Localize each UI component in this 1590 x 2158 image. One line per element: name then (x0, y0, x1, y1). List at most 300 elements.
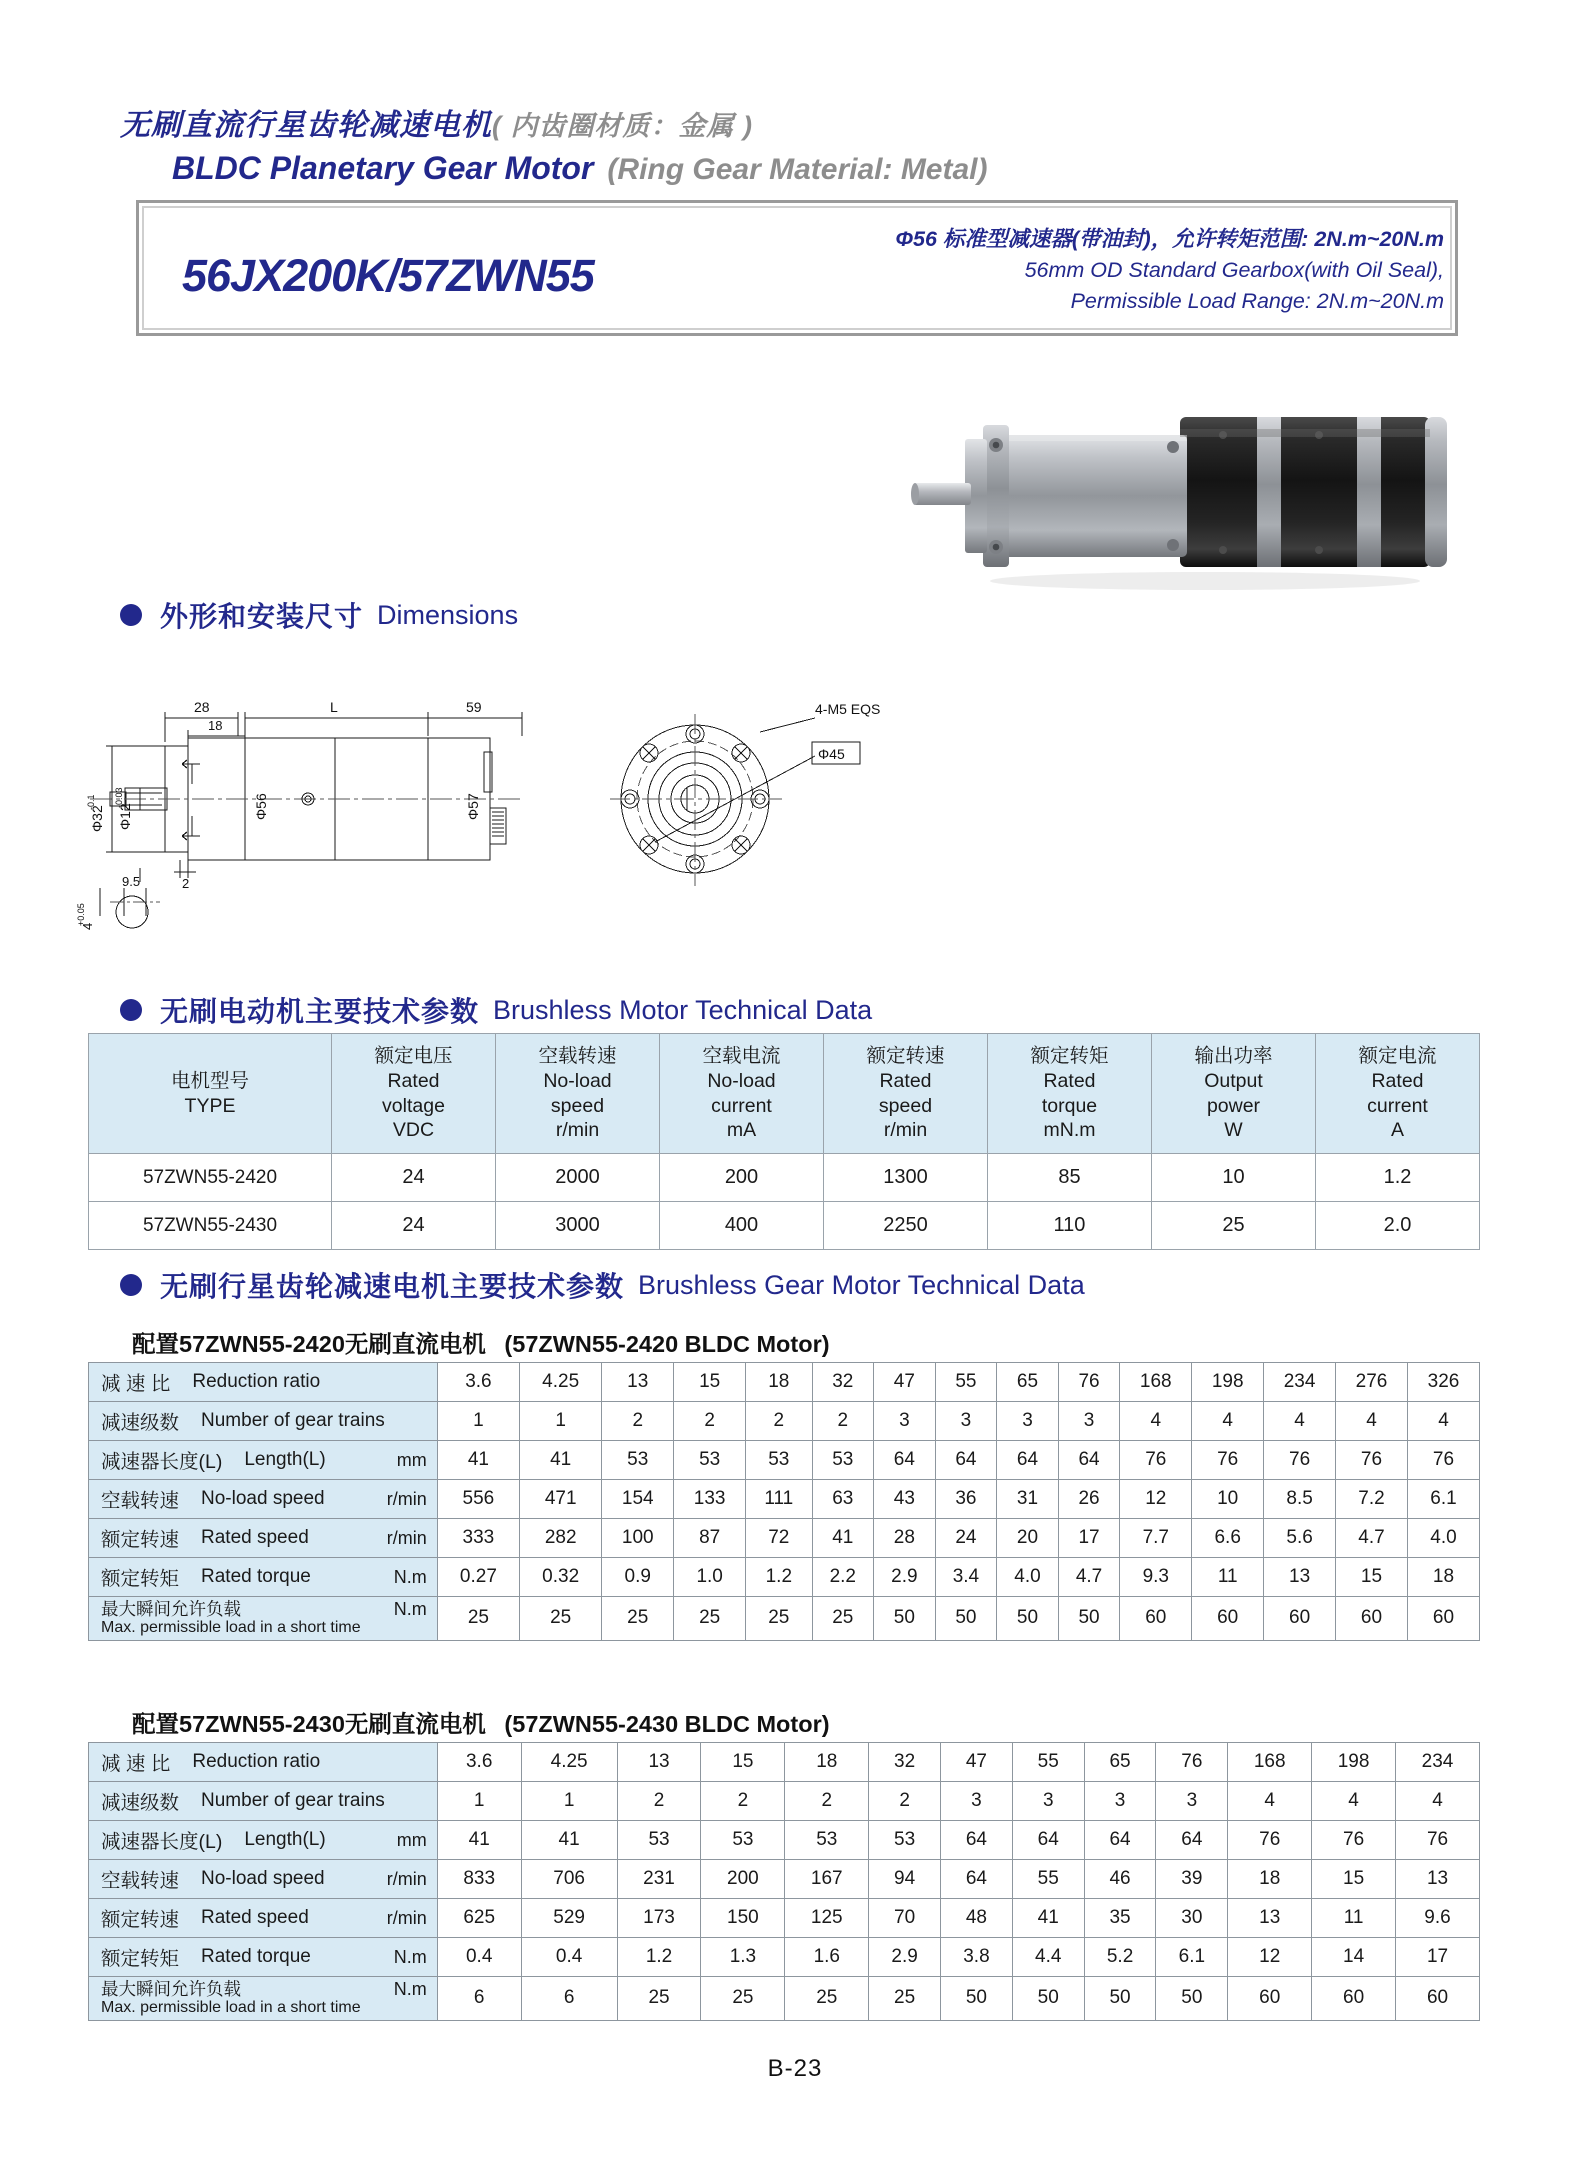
gear-cell-no-load-speed: 167 (785, 1860, 869, 1899)
gear-cell-rated-speed: 100 (602, 1519, 674, 1558)
gear-cell-max-permissible-load: 6 (437, 1977, 521, 2021)
gear-cell-no-load-speed: 18 (1228, 1860, 1312, 1899)
gear-cell-no-load-speed: 94 (869, 1860, 941, 1899)
gear-cell-no-load-speed: 26 (1058, 1480, 1120, 1519)
gear-cell-reduction-ratio: 15 (701, 1743, 785, 1782)
gear-cell-no-load-speed: 43 (874, 1480, 936, 1519)
row-unit: N.m (393, 1979, 427, 1999)
model-number-box (136, 200, 1458, 336)
gear-table-2430-title (132, 1705, 830, 1739)
gear-cell-rated-torque: 1.0 (674, 1558, 746, 1597)
model-desc-cn: Φ56 标准型减速器(带油封)，允许转矩范围: 2N.m~20N.m (895, 227, 1444, 251)
gear-cell-rated-speed: 87 (674, 1519, 746, 1558)
gear-cell-reduction-ratio: 18 (785, 1743, 869, 1782)
header-material-en: (Ring Gear Material: Metal) (607, 153, 988, 186)
header-title-en (172, 150, 1480, 187)
gear-cell-number-of-gear-trains: 2 (812, 1402, 874, 1441)
row-label-cn: 空载转速 (101, 1870, 180, 1892)
gear-cell-no-load-speed: 39 (1156, 1860, 1228, 1899)
gear-cell-number-of-gear-trains: 1 (520, 1402, 602, 1441)
gear-cell-no-load-speed: 7.2 (1336, 1480, 1408, 1519)
row-unit: N.m (393, 1946, 427, 1967)
gear-cell-reduction-ratio: 32 (869, 1743, 941, 1782)
row-label-rated-torque (89, 1558, 438, 1597)
gear-cell-rated-torque: 2.9 (869, 1938, 941, 1977)
model-number-box-inner (142, 206, 1452, 330)
gear-cell-no-load-speed: 12 (1120, 1480, 1192, 1519)
gear-cell-max-permissible-load: 25 (869, 1977, 941, 2021)
gear-table-row-rated-torque (89, 1558, 1480, 1597)
row-unit: r/min (386, 1527, 427, 1548)
model-desc-en-1: 56mm OD Standard Gearbox(with Oil Seal), (1024, 257, 1444, 282)
row-unit: N.m (393, 1566, 427, 1587)
gear-cell-number-of-gear-trains: 3 (1156, 1782, 1228, 1821)
gear-table-row-rated-speed (89, 1899, 1480, 1938)
gear-cell-max-permissible-load: 50 (1058, 1597, 1120, 1641)
gear-table-row-reduction-ratio (89, 1743, 1480, 1782)
gear-cell-no-load-speed: 231 (617, 1860, 701, 1899)
gear-table-2420-title (132, 1325, 830, 1359)
svg-text:.: . (506, 927, 510, 941)
gear-cell-length: 53 (674, 1441, 746, 1480)
gear-cell-max-permissible-load: 60 (1396, 1977, 1480, 2021)
cell-rated-speed: 2250 (824, 1202, 988, 1250)
th-type (89, 1034, 332, 1154)
gear-cell-reduction-ratio: 47 (941, 1743, 1013, 1782)
model-desc-en-2: Permissible Load Range: 2N.m~20N.m (1070, 288, 1444, 313)
gear-cell-max-permissible-load: 25 (674, 1597, 746, 1641)
th-no-load-speed: 空载转速 No-load speed r/min (496, 1034, 660, 1154)
gear-cell-rated-torque: 0.9 (602, 1558, 674, 1597)
note-phi-45: Φ45 (818, 746, 845, 762)
gear-table-row-max-permissible-load (89, 1597, 1480, 1641)
gear-cell-rated-speed: 72 (746, 1519, 812, 1558)
gear-cell-number-of-gear-trains: 4 (1120, 1402, 1192, 1441)
page-header (120, 100, 1480, 187)
row-unit: r/min (386, 1907, 427, 1928)
gear-cell-length: 64 (1058, 1441, 1120, 1480)
gear-cell-rated-speed: 4.0 (1407, 1519, 1479, 1558)
row-label-number-of-gear-trains (89, 1402, 438, 1441)
gear-cell-rated-torque: 9.3 (1120, 1558, 1192, 1597)
row-label-en: Rated speed (201, 1527, 309, 1548)
gear-cell-rated-torque: 18 (1407, 1558, 1479, 1597)
gear-table-row-number-of-gear-trains (89, 1782, 1480, 1821)
cell-no-load-current: 400 (660, 1202, 824, 1250)
row-label-en: Length(L) (244, 1829, 326, 1850)
section-motor-data-cn: 无刷电动机主要技术参数 (160, 996, 480, 1027)
gear-cell-rated-torque: 11 (1192, 1558, 1264, 1597)
gear-cell-max-permissible-load: 60 (1312, 1977, 1396, 2021)
th-type-en: TYPE (184, 1094, 236, 1117)
gear-cell-number-of-gear-trains: 4 (1336, 1402, 1408, 1441)
row-label-en: Rated torque (201, 1566, 311, 1587)
gear-cell-number-of-gear-trains: 3 (1058, 1402, 1120, 1441)
gear-cell-number-of-gear-trains: 4 (1407, 1402, 1479, 1441)
gear-cell-length: 64 (941, 1821, 1013, 1860)
gear-cell-max-permissible-load: 25 (602, 1597, 674, 1641)
gear-cell-no-load-speed: 15 (1312, 1860, 1396, 1899)
gear-cell-rated-speed: 70 (869, 1899, 941, 1938)
row-label-cn: 额定转速 (101, 1529, 180, 1551)
gear-cell-rated-speed: 333 (437, 1519, 519, 1558)
gear-cell-reduction-ratio: 234 (1264, 1363, 1336, 1402)
gear-cell-length: 76 (1407, 1441, 1479, 1480)
gear-cell-length: 76 (1120, 1441, 1192, 1480)
cell-rated-speed: 1300 (824, 1154, 988, 1202)
row-label-en: No-load speed (201, 1488, 325, 1509)
header-title-cn (120, 100, 1480, 144)
gear-cell-no-load-speed: 63 (812, 1480, 874, 1519)
gear-cell-length: 76 (1264, 1441, 1336, 1480)
row-label-rated-speed (89, 1519, 438, 1558)
gear-cell-rated-torque: 14 (1312, 1938, 1396, 1977)
section-heading-dimensions (120, 595, 518, 635)
gear-cell-length: 76 (1192, 1441, 1264, 1480)
gear-cell-rated-torque: 1.2 (746, 1558, 812, 1597)
gear-cell-max-permissible-load: 50 (1156, 1977, 1228, 2021)
cell-type: 57ZWN55-2420 (89, 1154, 332, 1202)
section-dimensions-en: Dimensions (377, 599, 519, 630)
row-label-cn: 空载转速 (101, 1490, 180, 1512)
gear-cell-reduction-ratio: 18 (746, 1363, 812, 1402)
gear-cell-rated-speed: 13 (1228, 1899, 1312, 1938)
gear-cell-length: 41 (437, 1821, 521, 1860)
gear-cell-length: 53 (701, 1821, 785, 1860)
table-row (89, 1202, 1480, 1250)
dim-4: 4 (80, 922, 95, 930)
cell-rated-voltage: 24 (332, 1154, 496, 1202)
gear-cell-rated-speed: 48 (941, 1899, 1013, 1938)
gear-cell-rated-torque: 13 (1264, 1558, 1336, 1597)
row-label-cn: 减 速 比 (101, 1753, 171, 1775)
gear-cell-no-load-speed: 31 (997, 1480, 1059, 1519)
gear-cell-length: 64 (874, 1441, 936, 1480)
th-rated-torque: 额定转矩 Rated torque mN.m (988, 1034, 1152, 1154)
drawing-svg (70, 690, 1010, 960)
row-label-rated-speed (89, 1899, 438, 1938)
gear-cell-number-of-gear-trains: 3 (1084, 1782, 1156, 1821)
gear-table-row-rated-torque (89, 1938, 1480, 1977)
gear-cell-reduction-ratio: 55 (935, 1363, 997, 1402)
model-description (784, 224, 1444, 317)
gear-cell-rated-speed: 173 (617, 1899, 701, 1938)
gear-cell-rated-speed: 6.6 (1192, 1519, 1264, 1558)
gear-cell-rated-torque: 6.1 (1156, 1938, 1228, 1977)
gear-cell-rated-speed: 7.7 (1120, 1519, 1192, 1558)
gear-cell-no-load-speed: 111 (746, 1480, 812, 1519)
row-label-number-of-gear-trains (89, 1782, 438, 1821)
gear-cell-reduction-ratio: 3.6 (437, 1743, 521, 1782)
row-label-en: Reduction ratio (192, 1371, 321, 1392)
gear-cell-reduction-ratio: 32 (812, 1363, 874, 1402)
model-number: 56JX200K/57ZWN55 (182, 250, 594, 301)
gear-cell-rated-speed: 125 (785, 1899, 869, 1938)
gear-cell-rated-speed: 20 (997, 1519, 1059, 1558)
gear-cell-rated-speed: 24 (935, 1519, 997, 1558)
gear-cell-reduction-ratio: 234 (1396, 1743, 1480, 1782)
gear-cell-no-load-speed: 6.1 (1407, 1480, 1479, 1519)
gear-cell-rated-torque: 0.27 (437, 1558, 519, 1597)
gear-cell-no-load-speed: 13 (1396, 1860, 1480, 1899)
row-unit: r/min (386, 1488, 427, 1509)
bullet-icon (120, 999, 142, 1021)
gear-cell-max-permissible-load: 60 (1264, 1597, 1336, 1641)
gear-2430-title-cn: 配置57ZWN55-2430无刷直流电机 (132, 1711, 486, 1737)
row-unit: mm (396, 1829, 427, 1850)
dim-L: L (330, 699, 338, 715)
gear-cell-reduction-ratio: 4.25 (520, 1363, 602, 1402)
gear-cell-reduction-ratio: 13 (602, 1363, 674, 1402)
section-heading-gear-data (120, 1265, 1085, 1305)
row-label-no-load-speed (89, 1480, 438, 1519)
row-label-en: Rated speed (201, 1907, 309, 1928)
gear-cell-reduction-ratio: 3.6 (437, 1363, 519, 1402)
gear-cell-max-permissible-load: 60 (1336, 1597, 1408, 1641)
gear-cell-reduction-ratio: 198 (1312, 1743, 1396, 1782)
gear-cell-length: 53 (602, 1441, 674, 1480)
gear-cell-max-permissible-load: 25 (746, 1597, 812, 1641)
gear-cell-rated-torque: 1.3 (701, 1938, 785, 1977)
gear-cell-no-load-speed: 154 (602, 1480, 674, 1519)
gear-cell-length: 64 (1084, 1821, 1156, 1860)
gear-cell-no-load-speed: 706 (521, 1860, 617, 1899)
gear-cell-reduction-ratio: 15 (674, 1363, 746, 1402)
dim-59: 59 (466, 699, 482, 715)
row-unit: r/min (386, 1868, 427, 1889)
gear-cell-number-of-gear-trains: 3 (874, 1402, 936, 1441)
row-label-length (89, 1441, 438, 1480)
dim-phi-56: Φ56 (253, 793, 269, 820)
gear-cell-reduction-ratio: 168 (1120, 1363, 1192, 1402)
gear-cell-max-permissible-load: 60 (1192, 1597, 1264, 1641)
dim-phi-32-tol: -0.1 (86, 794, 96, 810)
gear-cell-no-load-speed: 64 (941, 1860, 1013, 1899)
gear-cell-rated-speed: 4.7 (1336, 1519, 1408, 1558)
cell-rated-voltage: 24 (332, 1202, 496, 1250)
gear-cell-max-permissible-load: 60 (1120, 1597, 1192, 1641)
gear-cell-reduction-ratio: 65 (997, 1363, 1059, 1402)
gear-cell-max-permissible-load: 25 (812, 1597, 874, 1641)
motor-illustration (905, 395, 1460, 685)
gear-cell-rated-speed: 9.6 (1396, 1899, 1480, 1938)
gear-cell-no-load-speed: 10 (1192, 1480, 1264, 1519)
gear-cell-number-of-gear-trains: 1 (521, 1782, 617, 1821)
product-photo (905, 395, 1460, 685)
gear-cell-no-load-speed: 833 (437, 1860, 521, 1899)
gear-cell-length: 64 (1012, 1821, 1084, 1860)
dim-28: 28 (194, 699, 210, 715)
gear-cell-rated-torque: 4.0 (997, 1558, 1059, 1597)
gear-cell-rated-speed: 17 (1058, 1519, 1120, 1558)
gear-cell-rated-torque: 4.4 (1012, 1938, 1084, 1977)
cell-output-power: 25 (1152, 1202, 1316, 1250)
gear-cell-number-of-gear-trains: 2 (602, 1402, 674, 1441)
gear-table-2430 (88, 1742, 1480, 2021)
gear-cell-length: 53 (812, 1441, 874, 1480)
gear-cell-rated-speed: 11 (1312, 1899, 1396, 1938)
gear-cell-reduction-ratio: 55 (1012, 1743, 1084, 1782)
gear-cell-rated-torque: 1.2 (617, 1938, 701, 1977)
gear-cell-number-of-gear-trains: 3 (1012, 1782, 1084, 1821)
gear-cell-rated-torque: 15 (1336, 1558, 1408, 1597)
gear-cell-number-of-gear-trains: 2 (746, 1402, 812, 1441)
row-label-cn: 最大瞬间允许负载 (101, 1979, 241, 1999)
gear-cell-rated-speed: 625 (437, 1899, 521, 1938)
gear-cell-max-permissible-load: 25 (701, 1977, 785, 2021)
gear-cell-no-load-speed: 556 (437, 1480, 519, 1519)
row-label-cn: 减 速 比 (101, 1373, 171, 1395)
gear-cell-reduction-ratio: 76 (1156, 1743, 1228, 1782)
gear-cell-max-permissible-load: 25 (785, 1977, 869, 2021)
row-label-cn: 减速器长度(L) (101, 1831, 223, 1853)
dim-phi-32: Φ32 (89, 805, 105, 832)
gear-cell-reduction-ratio: 326 (1407, 1363, 1479, 1402)
gear-cell-max-permissible-load: 25 (617, 1977, 701, 2021)
gear-cell-length: 64 (935, 1441, 997, 1480)
row-label-en: Rated torque (201, 1946, 311, 1967)
gear-cell-number-of-gear-trains: 3 (941, 1782, 1013, 1821)
gear-cell-length: 76 (1396, 1821, 1480, 1860)
gear-cell-length: 64 (1156, 1821, 1228, 1860)
row-unit: mm (396, 1449, 427, 1470)
th-rated-speed: 额定转速 Rated speed r/min (824, 1034, 988, 1154)
row-label-cn: 额定转矩 (101, 1948, 180, 1970)
gear-cell-reduction-ratio: 4.25 (521, 1743, 617, 1782)
gear-cell-rated-torque: 0.4 (521, 1938, 617, 1977)
gear-cell-reduction-ratio: 198 (1192, 1363, 1264, 1402)
dim-phi-12: Φ12 (117, 803, 133, 830)
row-label-en: Max. permissible load in a short time (101, 1619, 361, 1637)
gear-cell-max-permissible-load: 50 (874, 1597, 936, 1641)
dim-phi-12-tol: -0.03 (114, 787, 124, 808)
gear-cell-no-load-speed: 8.5 (1264, 1480, 1336, 1519)
section-dimensions-cn: 外形和安装尺寸 (160, 601, 364, 632)
cell-no-load-speed: 3000 (496, 1202, 660, 1250)
gear-table-row-no-load-speed (89, 1860, 1480, 1899)
dimension-drawing (70, 690, 1010, 960)
dim-phi-57: Φ57 (465, 793, 481, 820)
section-heading-motor-data (120, 990, 872, 1030)
row-label-cn: 减速级数 (101, 1412, 180, 1434)
gear-cell-number-of-gear-trains: 2 (674, 1402, 746, 1441)
section-gear-data-cn: 无刷行星齿轮减速电机主要技术参数 (160, 1271, 625, 1302)
header-title-cn-main: 无刷直流行星齿轮减速电机 (120, 109, 492, 142)
row-label-en: Length(L) (244, 1449, 326, 1470)
row-label-en: Number of gear trains (201, 1790, 385, 1811)
th-output-power: 输出功率 Output power W (1152, 1034, 1316, 1154)
gear-cell-rated-torque: 3.4 (935, 1558, 997, 1597)
motor-technical-table (88, 1033, 1480, 1250)
gear-cell-number-of-gear-trains: 4 (1264, 1402, 1336, 1441)
gear-cell-length: 76 (1228, 1821, 1312, 1860)
cell-rated-torque: 110 (988, 1202, 1152, 1250)
gear-cell-no-load-speed: 133 (674, 1480, 746, 1519)
gear-cell-no-load-speed: 46 (1084, 1860, 1156, 1899)
gear-cell-number-of-gear-trains: 2 (701, 1782, 785, 1821)
gear-cell-number-of-gear-trains: 1 (437, 1782, 521, 1821)
row-label-length (89, 1821, 438, 1860)
gear-cell-rated-speed: 28 (874, 1519, 936, 1558)
gear-cell-reduction-ratio: 76 (1058, 1363, 1120, 1402)
table-row (89, 1154, 1480, 1202)
gear-cell-max-permissible-load: 25 (437, 1597, 519, 1641)
gear-cell-rated-torque: 3.8 (941, 1938, 1013, 1977)
gear-cell-max-permissible-load: 50 (935, 1597, 997, 1641)
gear-cell-number-of-gear-trains: 4 (1312, 1782, 1396, 1821)
gear-table-2420 (88, 1362, 1480, 1641)
gear-table-row-length (89, 1821, 1480, 1860)
cell-rated-current: 1.2 (1316, 1154, 1480, 1202)
bullet-icon (120, 604, 142, 626)
gear-cell-rated-speed: 41 (812, 1519, 874, 1558)
gear-cell-length: 53 (785, 1821, 869, 1860)
gear-2420-title-en: (57ZWN55-2420 BLDC Motor) (504, 1331, 830, 1357)
gear-table-row-rated-speed (89, 1519, 1480, 1558)
gear-cell-length: 53 (869, 1821, 941, 1860)
gear-cell-length: 41 (521, 1821, 617, 1860)
gear-cell-number-of-gear-trains: 2 (617, 1782, 701, 1821)
gear-cell-rated-torque: 2.9 (874, 1558, 936, 1597)
row-label-en: Max. permissible load in a short time (101, 1999, 361, 2017)
gear-2430-title-en: (57ZWN55-2430 BLDC Motor) (504, 1711, 830, 1737)
row-label-cn: 最大瞬间允许负载 (101, 1599, 241, 1619)
row-label-reduction-ratio (89, 1363, 438, 1402)
gear-cell-reduction-ratio: 276 (1336, 1363, 1408, 1402)
th-rated-current: 额定电流 Rated current A (1316, 1034, 1480, 1154)
header-material-cn: ( 内齿圈材质：金属 ) (492, 111, 753, 141)
gear-cell-max-permissible-load: 6 (521, 1977, 617, 2021)
gear-cell-reduction-ratio: 168 (1228, 1743, 1312, 1782)
gear-cell-rated-torque: 0.4 (437, 1938, 521, 1977)
gear-2420-title-cn: 配置57ZWN55-2420无刷直流电机 (132, 1331, 486, 1357)
cell-output-power: 10 (1152, 1154, 1316, 1202)
gear-cell-no-load-speed: 200 (701, 1860, 785, 1899)
gear-cell-length: 76 (1312, 1821, 1396, 1860)
note-4-m5-eqs: 4-M5 EQS (815, 701, 881, 717)
header-title-en-main: BLDC Planetary Gear Motor (172, 150, 594, 186)
gear-cell-no-load-speed: 36 (935, 1480, 997, 1519)
gear-cell-max-permissible-load: 60 (1228, 1977, 1312, 2021)
gear-cell-rated-speed: 35 (1084, 1899, 1156, 1938)
gear-cell-rated-torque: 0.32 (520, 1558, 602, 1597)
page-footer (0, 2055, 1590, 2083)
gear-cell-rated-speed: 5.6 (1264, 1519, 1336, 1558)
row-label-en: No-load speed (201, 1868, 325, 1889)
row-label-rated-torque (89, 1938, 438, 1977)
gear-cell-number-of-gear-trains: 2 (869, 1782, 941, 1821)
row-label-en: Number of gear trains (201, 1410, 385, 1431)
gear-cell-rated-torque: 2.2 (812, 1558, 874, 1597)
cell-rated-torque: 85 (988, 1154, 1152, 1202)
gear-cell-reduction-ratio: 13 (617, 1743, 701, 1782)
gear-cell-rated-speed: 282 (520, 1519, 602, 1558)
gear-cell-number-of-gear-trains: 1 (437, 1402, 519, 1441)
section-gear-data-en: Brushless Gear Motor Technical Data (638, 1269, 1085, 1300)
row-label-max-permissible-load (89, 1597, 438, 1641)
section-motor-data-en: Brushless Motor Technical Data (493, 994, 873, 1025)
dim-4-tol: +0.05 (76, 903, 86, 926)
row-unit: N.m (393, 1599, 427, 1619)
gear-cell-length: 76 (1336, 1441, 1408, 1480)
gear-table-row-number-of-gear-trains (89, 1402, 1480, 1441)
th-rated-voltage: 额定电压 Rated voltage VDC (332, 1034, 496, 1154)
gear-cell-rated-torque: 17 (1396, 1938, 1480, 1977)
gear-cell-max-permissible-load: 50 (1012, 1977, 1084, 2021)
gear-table-row-reduction-ratio (89, 1363, 1480, 1402)
gear-cell-rated-torque: 12 (1228, 1938, 1312, 1977)
row-label-en: Reduction ratio (192, 1751, 321, 1772)
